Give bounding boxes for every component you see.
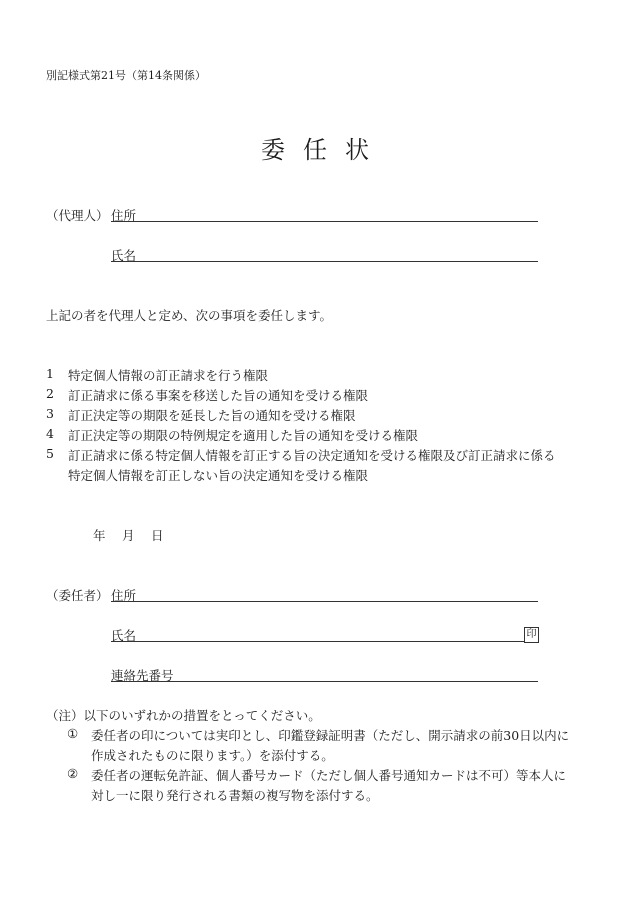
list-item: 訂正請求に係る特定個人情報を訂正する旨の決定通知を受ける権限及び訂正請求に係る [68, 448, 556, 463]
list-item: 訂正決定等の期限を延長した旨の通知を受ける権限 [68, 408, 356, 423]
agent-name-label: 氏名 [111, 248, 137, 263]
principal-name-field[interactable] [111, 641, 524, 642]
agent-role-label: （代理人） [46, 208, 109, 223]
principal-phone-field[interactable] [111, 681, 538, 682]
list-item-number: 5 [46, 446, 54, 461]
principal-name-label: 氏名 [111, 628, 137, 643]
principal-phone-label: 連絡先番号 [111, 668, 174, 683]
principal-role-label: （委任者） [46, 588, 109, 603]
note-item-continuation: 作成されたものに限ります。）を添付する。 [91, 748, 334, 763]
list-item-continuation: 特定個人情報を訂正しない旨の決定通知を受ける権限 [68, 468, 369, 483]
note-item: 委任者の印については実印とし、印鑑登録証明書（ただし、開示請求の前30日以内に [91, 728, 570, 743]
form-number: 別記様式第21号（第14条関係） [46, 69, 206, 82]
agent-address-label: 住所 [111, 208, 137, 223]
intro-text: 上記の者を代理人と定め、次の事項を委任します。 [46, 308, 333, 323]
list-item-number: 4 [46, 426, 54, 441]
note-item-mark: ① [67, 726, 79, 741]
note-item-continuation: 対し一に限り発行される書類の複写物を添付する。 [91, 788, 379, 803]
seal-mark: 印 [524, 627, 539, 643]
document-title: 委任状 [261, 136, 387, 164]
principal-address-label: 住所 [111, 588, 137, 603]
agent-name-field[interactable] [111, 261, 538, 262]
list-item: 特定個人情報の訂正請求を行う権限 [68, 368, 269, 383]
agent-address-field[interactable] [111, 221, 538, 222]
list-item: 訂正請求に係る事案を移送した旨の通知を受ける権限 [68, 388, 369, 403]
list-item-number: 3 [46, 406, 54, 421]
note-header: （注）以下のいずれかの措置をとってください。 [46, 708, 321, 723]
note-item: 委任者の運転免許証、個人番号カード（ただし個人番号通知カードは不可）等本人に [91, 768, 567, 783]
list-item-number: 1 [46, 366, 54, 381]
principal-address-field[interactable] [111, 601, 538, 602]
list-item-number: 2 [46, 386, 54, 401]
note-item-mark: ② [67, 766, 79, 781]
list-item: 訂正決定等の期限の特例規定を適用した旨の通知を受ける権限 [68, 428, 419, 443]
date-line[interactable]: 年 月 日 [93, 528, 166, 543]
